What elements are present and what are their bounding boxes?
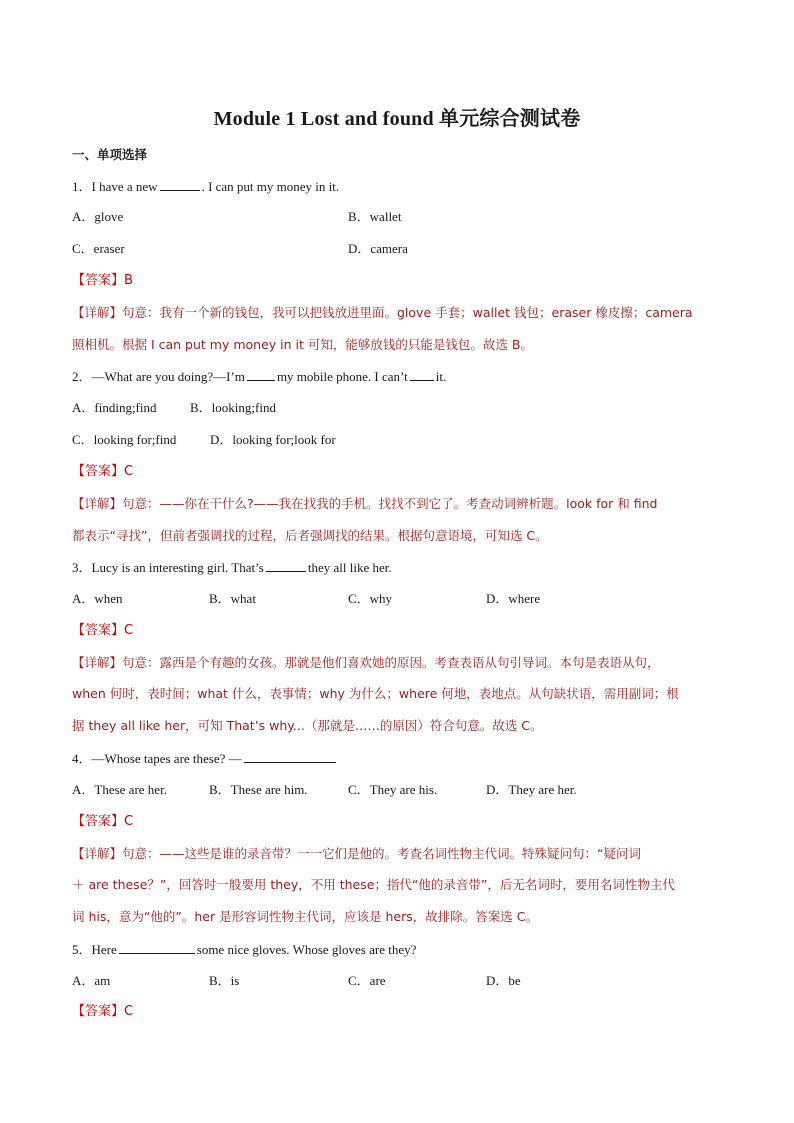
answer-blank [119, 940, 195, 954]
question-5-option-d: D．be [486, 973, 521, 988]
question-1-answer: 【答案】B [72, 273, 133, 288]
question-4-detail-cont-2: 词 his，意为“他的”。her 是形容词性物主代词，应该是 hers，故排除。答案选 C。 [72, 909, 538, 924]
question-2-option-d: D．looking for;look for [210, 432, 336, 447]
question-4-option-d: D．They are her. [486, 782, 577, 797]
answer-blank [266, 558, 306, 572]
question-3-text-end: they all like her. [307, 560, 392, 575]
answer-blank [410, 367, 434, 381]
question-1-text-end: . I can put my money in it. [201, 179, 340, 194]
question-5-option-b: B．is [209, 973, 240, 988]
question-2-detail: 【详解】句意：——你在干什么?——我在找我的手机。找找不到它了。考查动词辨析题。look for 和 find [72, 496, 658, 511]
question-3-detail-cont-2: 据 they all like her，可知 That’s why...（那就是……的原因）符合句意。故选 C。 [72, 718, 543, 733]
question-3-detail: 【详解】句意：露西是个有趣的女孩。那就是他们喜欢她的原因。考查表语从句引导词。本句是表语从句， [72, 655, 660, 670]
answer-blank [247, 367, 275, 381]
question-5-answer: 【答案】C [72, 1004, 134, 1019]
question-4-text: 4．—Whose tapes are these? — [72, 751, 242, 766]
question-2-text: 2．—What are you doing?—I’m [72, 369, 245, 384]
question-5-stem [72, 940, 416, 959]
question-1-option-b: B．wallet [348, 209, 402, 224]
question-2-answer: 【答案】C [72, 464, 134, 479]
question-2-option-a: A．finding;find [72, 400, 157, 415]
question-4-option-a: A．These are her. [72, 782, 167, 797]
question-3-stem [72, 558, 392, 577]
question-2-stem [72, 367, 446, 386]
answer-blank [244, 749, 336, 763]
question-1-detail: 【详解】句意：我有一个新的钱包，我可以把钱放进里面。glove 手套；wallet 钱包；eraser 橡皮擦；camera [72, 305, 693, 320]
question-4-answer: 【答案】C [72, 814, 134, 829]
question-5-option-c: C．are [348, 973, 386, 988]
question-5-text: 5．Here [72, 942, 117, 957]
answer-blank [160, 177, 200, 191]
question-2-text-mid: my mobile phone. I can’t [276, 369, 408, 384]
question-3-option-c: C．why [348, 591, 393, 606]
question-1-text: 1．I have a new [72, 179, 158, 194]
question-5-option-a: A．am [72, 973, 111, 988]
question-1-option-c: C．eraser [72, 241, 125, 256]
question-2-option-c: C．looking for;find [72, 432, 177, 447]
question-3-text: 3．Lucy is an interesting girl. That’s [72, 560, 264, 575]
question-3-option-d: D．where [486, 591, 541, 606]
question-3-option-b: B．what [209, 591, 256, 606]
question-3-answer: 【答案】C [72, 623, 134, 638]
question-2-text-end: it. [435, 369, 447, 384]
question-3-detail-cont: when 何时，表时间；what 什么，表事情；why 为什么；where 何地，表地点。从句缺状语，需用副词；根 [72, 686, 679, 701]
section-heading: 一、单项选择 [72, 147, 148, 162]
question-4-detail-cont: ＋ are these？”，回答时一般要用 they，不用 these；指代“他的录音带”，后无名词时，要用名词性物主代 [72, 877, 675, 892]
question-4-option-b: B．These are him. [209, 782, 308, 797]
question-2-option-b: B．looking;find [190, 400, 276, 415]
question-4-detail: 【详解】句意：——这些是谁的录音带？一一它们是他的。考查名词性物主代词。特殊疑问句：“疑问词 [72, 846, 641, 861]
question-1-option-d: D．camera [348, 241, 408, 256]
question-3-option-a: A．when [72, 591, 123, 606]
question-5-text-end: some nice gloves. Whose gloves are they? [196, 942, 417, 957]
question-1-detail-cont: 照相机。根据 I can put my money in it 可知，能够放钱的只能是钱包。故选 B。 [72, 337, 533, 352]
question-2-detail-cont: 都表示“寻找”，但前者强调找的过程，后者强调找的结果。根据句意语境，可知选 C。 [72, 528, 548, 543]
question-4-option-c: C．They are his. [348, 782, 438, 797]
question-4-stem [72, 749, 338, 768]
question-1-stem [72, 177, 339, 196]
question-1-option-a: A．glove [72, 209, 124, 224]
page-title: Module 1 Lost and found 单元综合测试卷 [213, 108, 581, 130]
